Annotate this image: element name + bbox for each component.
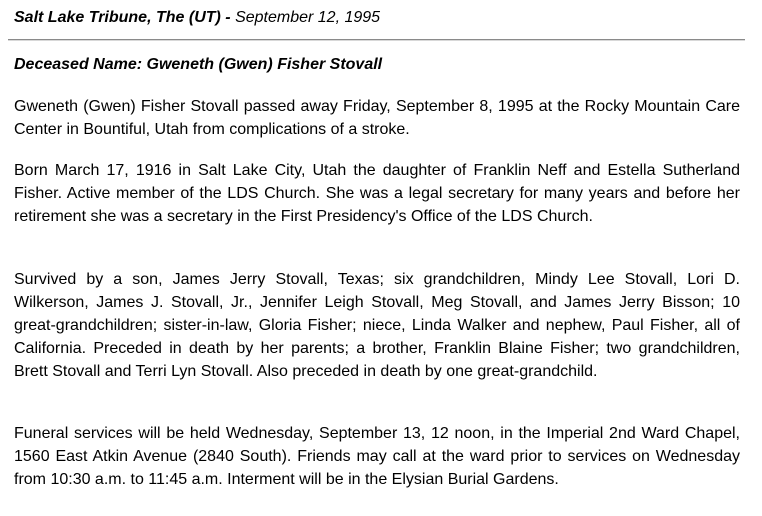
deceased-name: Deceased Name: Gweneth (Gwen) Fisher Stovall: [14, 56, 383, 73]
newspaper-header: [14, 8, 380, 28]
publication-date: September 12, 1995: [235, 9, 381, 26]
header-divider: [8, 39, 745, 41]
obituary-paragraph-death: Gweneth (Gwen) Fisher Stovall passed away Friday, September 8, 1995 at the Rocky Mountain Care Center in Bountiful, Utah from complications of a stroke.: [14, 98, 740, 138]
newspaper-source: Salt Lake Tribune, The (UT): [14, 9, 221, 26]
obituary-paragraph-survivors: Survived by a son, James Jerry Stovall, Texas; six grandchildren, Mindy Lee Stovall, Lori D. Wilkerson, James J. Stovall, Jr., Jennifer Leigh Stovall, Meg Stovall, and James Jerry Bisson; 10 great-grandchildren; sister-in-law, Gloria Fisher; niece, Linda Walker and nephew, Paul Fisher, all of California. Preceded in death by her parents; a brother, Franklin Blaine Fisher; two grandchildren, Brett Stovall and Terri Lyn Stovall. Also preceded in death by one great-grandchild.: [14, 271, 740, 380]
header-separator: -: [220, 9, 236, 26]
obituary-paragraph-funeral: Funeral services will be held Wednesday, September 13, 12 noon, in the Imperial 2nd Ward Chapel, 1560 East Atkin Avenue (2840 South). Friends may call at the ward prior to services on Wednesday from 10:30 a.m. to 11:45 a.m. Interment will be in the Elysian Burial Gardens.: [14, 425, 740, 488]
obituary-paragraph-biography: Born March 17, 1916 in Salt Lake City, Utah the daughter of Franklin Neff and Estella Sutherland Fisher. Active member of the LDS Church. She was a legal secretary for many years and before her retirement she was a secretary in the First Presidency's Office of the LDS Church.: [14, 162, 740, 225]
